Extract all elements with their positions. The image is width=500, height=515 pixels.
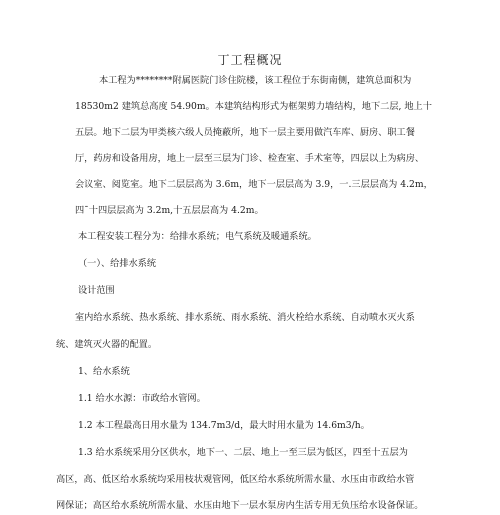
section-subheading: 1、给水系统	[78, 366, 130, 377]
section-heading: （一）、给排水系统	[78, 258, 157, 269]
paragraph-line: 高区，高、低区给水系统均采用枝状观管网，低区给水系统所需水量、水压由市政给水管	[56, 474, 415, 485]
paragraph-line: 网保证；高区给水系统所需水量、水压由地下一层水泵房内生活专用无负压给水设备保证。	[56, 500, 424, 511]
paragraph-line: 1.3 给水系统采用分区供水，地下一、二层、地上一至三层为低区，四至十五层为	[78, 447, 408, 458]
paragraph-line: 18530m2 建筑总高度 54.90m。本建筑结构形式为框架剪力墙结构，地下二层, 地上十	[75, 101, 432, 112]
paragraph-line: 室内给水系统、热水系统、排水系统、雨水系统、消火栓给水系统、自动喷水灭火系	[75, 312, 415, 323]
document-title: 丁工程概况	[217, 53, 283, 67]
paragraph-line: 本工程安装工程分为：给排水系统；电气系统及暖通系统。	[78, 231, 317, 242]
paragraph-line: 四¯十四层层高为 3.2m,十五层层高为 4.2m。	[75, 205, 264, 216]
section-subheading: 设计范围	[78, 285, 115, 296]
paragraph-line: 统、建筑灭火器的配置。	[56, 339, 158, 350]
paragraph-line: 1.2 本工程最高日用水量为 134.7m3/d，最大时用水量为 14.6m3/h。	[78, 420, 370, 431]
paragraph-line: 五层。地下二层为甲类核六级人员掩蔽所，地下一层主要用做汽车库、厨房、职工餐	[75, 127, 415, 138]
paragraph-line: 1.1 给水水源：市政给水管网。	[78, 393, 206, 404]
paragraph-line: 本工程为********附属医院门诊住院楼，该工程位于东街南侧，建筑总面积为	[99, 75, 412, 86]
paragraph-line: 会议室、阅览室。地下二层层高为 3.6m，地下一层层高为 3.9，一.三层层高为 4.2m，	[75, 179, 433, 190]
paragraph-line: 厅，药房和设备用房，地上一层至三层为门诊、检查室、手术室等，四层以上为病房、	[75, 153, 425, 164]
